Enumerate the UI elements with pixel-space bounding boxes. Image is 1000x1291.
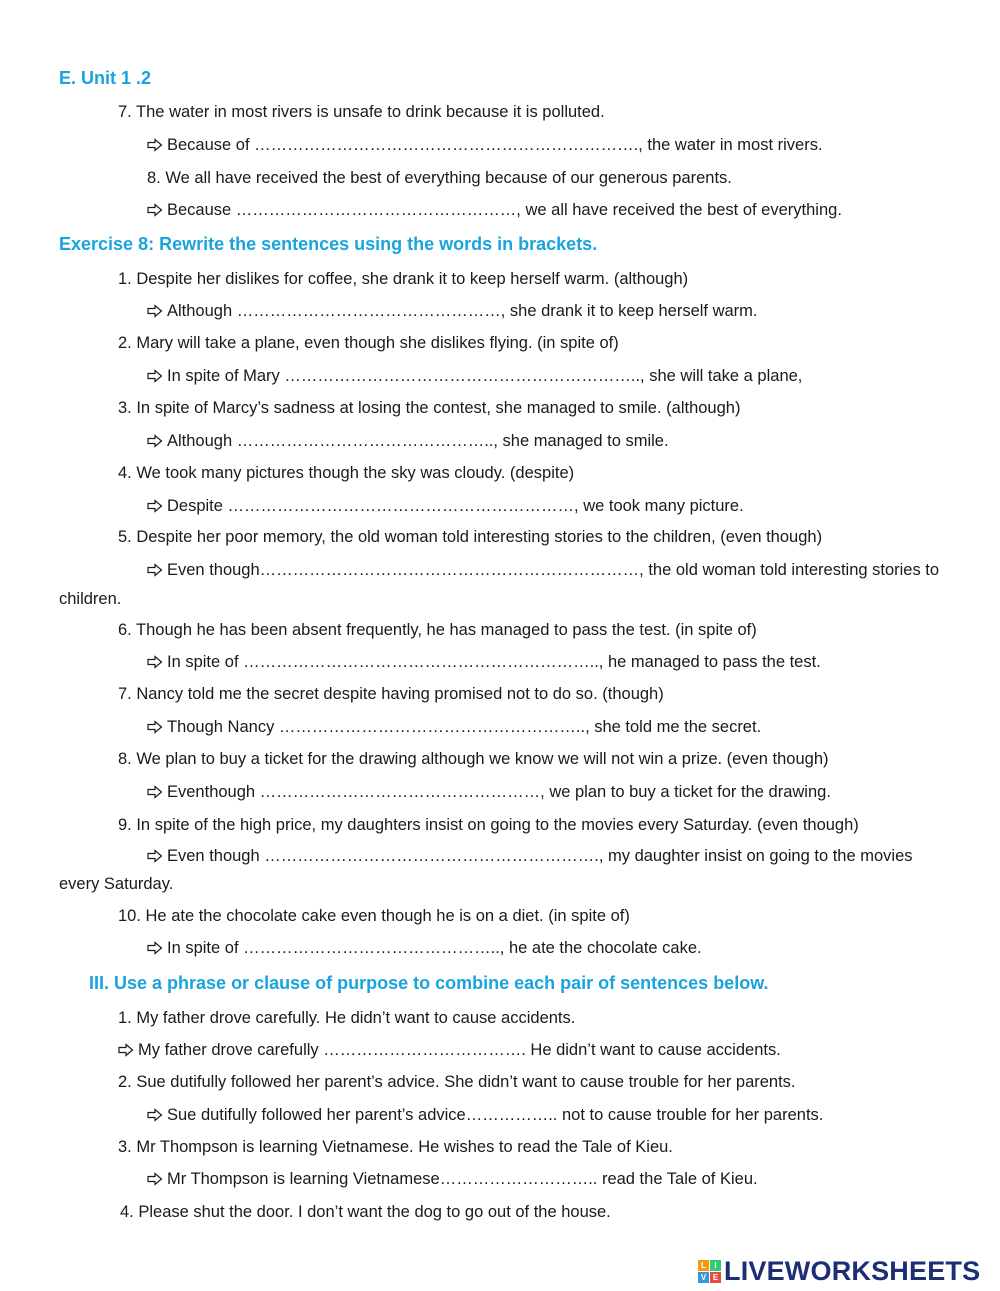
answer-line-8-1[interactable] xyxy=(147,301,758,321)
arrow-right-icon xyxy=(147,200,167,220)
answer-line-e8[interactable] xyxy=(147,200,842,220)
answer-text: Although ……………………………………….., she managed to smile. xyxy=(167,432,669,450)
arrow-right-icon xyxy=(147,938,167,958)
question-8-9: 9. In spite of the high price, my daughters insist on going to the movies every Saturday. (even though) xyxy=(118,816,859,834)
arrow-right-icon xyxy=(147,301,167,321)
arrow-right-icon xyxy=(147,846,167,866)
arrow-right-icon xyxy=(147,782,167,802)
answer-line-e7[interactable] xyxy=(147,135,823,155)
liveworksheets-logo xyxy=(698,1253,980,1289)
answer-line-iii-3[interactable] xyxy=(147,1169,758,1189)
answer-text: Although …………………………………………, she drank it to keep herself warm. xyxy=(167,302,758,320)
answer-text: Though Nancy ……………………………………………….., she told me the secret. xyxy=(167,718,762,736)
arrow-right-icon xyxy=(147,135,167,155)
answer-line-8-8[interactable] xyxy=(147,782,831,802)
answer-line-8-5[interactable] xyxy=(147,560,939,580)
answer-text: Because ……………………………………………, we all have received the best of everything. xyxy=(167,201,842,219)
logo-blocks-icon xyxy=(698,1260,721,1283)
question-8-8: 8. We plan to buy a ticket for the drawing although we know we will not win a prize. (even though) xyxy=(118,750,829,768)
logo-letter: L xyxy=(698,1260,709,1271)
question-8-4: 4. We took many pictures though the sky was cloudy. (despite) xyxy=(118,464,575,482)
answer-text: My father drove carefully ………………………………. He didn’t want to cause accidents. xyxy=(138,1041,781,1059)
section-iii-heading: III. Use a phrase or clause of purpose to combine each pair of sentences below. xyxy=(89,973,769,993)
answer-line-8-2[interactable] xyxy=(147,366,802,386)
logo-text: LIVEWORKSHEETS xyxy=(724,1255,981,1286)
question-8-1: 1. Despite her dislikes for coffee, she drank it to keep herself warm. (although) xyxy=(118,270,689,288)
section-e-heading: E. Unit 1 .2 xyxy=(59,68,152,88)
question-8-3: 3. In spite of Marcy’s sadness at losing the contest, she managed to smile. (although) xyxy=(118,399,741,417)
answer-continuation-8-9: every Saturday. xyxy=(59,875,174,893)
answer-text: In spite of Mary ……………………………………………………….., she will take a plane, xyxy=(167,367,803,385)
exercise-8-heading: Exercise 8: Rewrite the sentences using the words in brackets. xyxy=(59,234,598,254)
question-e8: 8. We all have received the best of everything because of our generous parents. xyxy=(147,169,732,187)
arrow-right-icon xyxy=(147,366,167,386)
arrow-right-icon xyxy=(147,1169,167,1189)
answer-continuation-8-5: children. xyxy=(59,590,122,608)
arrow-right-icon xyxy=(147,496,167,516)
arrow-right-icon xyxy=(147,560,167,580)
answer-text: In spite of ……………………………………………………….., he managed to pass the test. xyxy=(167,653,821,671)
answer-text: Sue dutifully followed her parent’s advice…………….. not to cause trouble for her parents. xyxy=(167,1106,824,1124)
question-8-6: 6. Though he has been absent frequently, he has managed to pass the test. (in spite of) xyxy=(118,621,757,639)
question-8-10: 10. He ate the chocolate cake even though he is on a diet. (in spite of) xyxy=(118,907,630,925)
answer-line-8-9[interactable] xyxy=(147,846,913,866)
arrow-right-icon xyxy=(147,431,167,451)
question-iii-4: 4. Please shut the door. I don’t want the dog to go out of the house. xyxy=(120,1203,611,1221)
answer-line-8-10[interactable] xyxy=(147,938,702,958)
arrow-right-icon xyxy=(147,652,167,672)
answer-line-8-3[interactable] xyxy=(147,431,669,451)
answer-text: Despite ………………………………………………………, we took many picture. xyxy=(167,497,744,515)
answer-line-8-6[interactable] xyxy=(147,652,821,672)
question-8-2: 2. Mary will take a plane, even though she dislikes flying. (in spite of) xyxy=(118,334,619,352)
answer-text: In spite of ……………………………………….., he ate the chocolate cake. xyxy=(167,939,702,957)
answer-line-iii-1[interactable] xyxy=(118,1040,781,1060)
arrow-right-icon xyxy=(118,1040,138,1060)
logo-letter: E xyxy=(710,1272,721,1283)
logo-letter: V xyxy=(698,1272,709,1283)
question-8-7: 7. Nancy told me the secret despite having promised not to do so. (though) xyxy=(118,685,664,703)
answer-text: Mr Thompson is learning Vietnamese……………………….. read the Tale of Kieu. xyxy=(167,1170,758,1188)
answer-line-8-7[interactable] xyxy=(147,717,761,737)
question-iii-3: 3. Mr Thompson is learning Vietnamese. He wishes to read the Tale of Kieu. xyxy=(118,1138,673,1156)
answer-text: Eventhough ……………………………………………, we plan to buy a ticket for the drawing. xyxy=(167,783,831,801)
question-8-5: 5. Despite her poor memory, the old woman told interesting stories to the children, (even though) xyxy=(118,528,823,546)
question-iii-1: 1. My father drove carefully. He didn’t want to cause accidents. xyxy=(118,1009,576,1027)
arrow-right-icon xyxy=(147,1105,167,1125)
question-iii-2: 2. Sue dutifully followed her parent’s advice. She didn’t want to cause trouble for her parents. xyxy=(118,1073,796,1091)
arrow-right-icon xyxy=(147,717,167,737)
logo-letter: I xyxy=(710,1260,721,1271)
answer-line-iii-2[interactable] xyxy=(147,1105,823,1125)
answer-text: Even though……………………………………………………………, the old woman told interesting stories to xyxy=(167,561,940,579)
answer-text: Because of ……………………………………………………………., the water in most rivers. xyxy=(167,136,823,154)
answer-text: Even though ……………………………………………………., my daughter insist on going to the movies xyxy=(167,847,913,865)
question-e7: 7. The water in most rivers is unsafe to drink because it is polluted. xyxy=(118,103,605,121)
answer-line-8-4[interactable] xyxy=(147,496,744,516)
